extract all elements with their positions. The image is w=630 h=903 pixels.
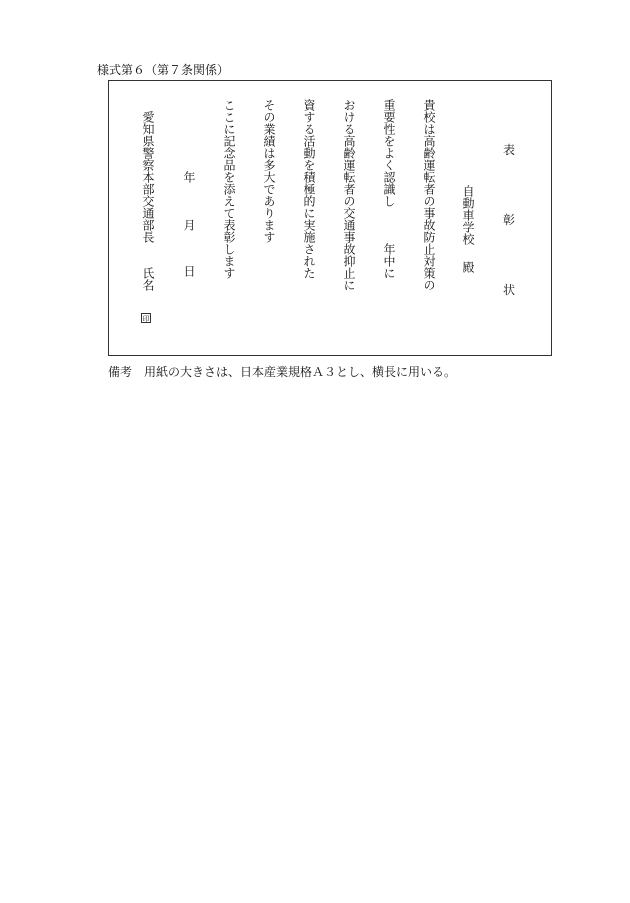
form-number: 様式第６（第７条関係） xyxy=(97,63,230,77)
remark-text: 用紙の大きさは、日本産業規格Ａ３とし、横長に用いる。 xyxy=(144,365,457,379)
body-line-5: その業績は多大であります xyxy=(262,99,276,243)
certificate-title-char-3: 状 xyxy=(503,283,516,297)
remark xyxy=(108,364,456,380)
recipient-honorific: 殿 xyxy=(461,261,475,273)
body-line-3: おける高齢運転者の交通事故抑止に xyxy=(342,99,356,291)
certificate-title-char-1: 表 xyxy=(503,143,516,157)
date-month: 月 xyxy=(182,219,196,231)
body-line-6: ここに記念品を添えて表彰します xyxy=(222,99,236,279)
seal-mark: 印 xyxy=(142,315,150,323)
date-year: 年 xyxy=(182,171,196,183)
certificate-title-char-2: 彰 xyxy=(503,213,516,227)
recipient-school: 自動車学校 xyxy=(461,185,475,245)
body-line-2: 重要性をよく認識し 年中に xyxy=(382,99,396,279)
issuer: 愛知県警察本部交通部長 xyxy=(141,111,155,243)
name-label: 氏名 xyxy=(141,267,155,291)
body-line-4: 資する活動を積極的に実施された xyxy=(302,99,316,279)
date-day: 日 xyxy=(182,265,196,277)
remark-label: 備考 xyxy=(108,365,133,379)
body-line-1: 貴校は高齢運転者の事故防止対策の xyxy=(422,99,436,291)
certificate-frame xyxy=(108,80,552,356)
